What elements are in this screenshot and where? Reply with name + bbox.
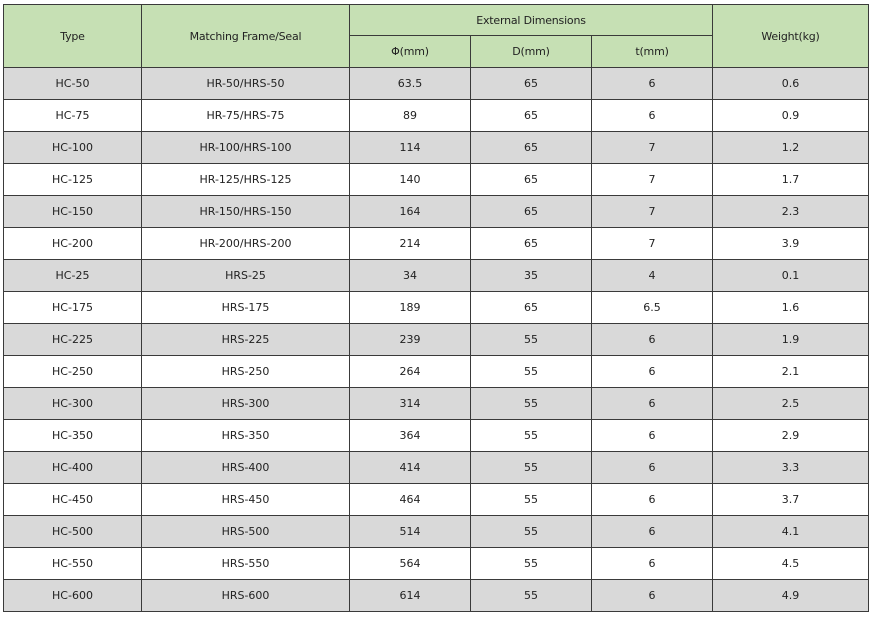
- cell-weight: 3.3: [713, 452, 869, 484]
- table-row: [4, 516, 869, 548]
- table-row: [4, 356, 869, 388]
- table-row: [4, 228, 869, 260]
- cell-d: 55: [471, 452, 592, 484]
- spec-table: [3, 4, 869, 612]
- cell-type: HC-125: [4, 164, 142, 196]
- cell-t: 7: [592, 196, 713, 228]
- cell-t: 6: [592, 100, 713, 132]
- cell-matching-frame-seal: HR-75/HRS-75: [142, 100, 350, 132]
- cell-phi: 614: [350, 580, 471, 612]
- cell-weight: 2.9: [713, 420, 869, 452]
- cell-matching-frame-seal: HRS-225: [142, 324, 350, 356]
- header-type: Type: [4, 5, 142, 68]
- cell-type: HC-225: [4, 324, 142, 356]
- cell-d: 65: [471, 68, 592, 100]
- cell-phi: 264: [350, 356, 471, 388]
- cell-type: HC-75: [4, 100, 142, 132]
- cell-weight: 2.1: [713, 356, 869, 388]
- cell-matching-frame-seal: HR-50/HRS-50: [142, 68, 350, 100]
- cell-d: 55: [471, 324, 592, 356]
- cell-matching-frame-seal: HRS-350: [142, 420, 350, 452]
- cell-weight: 1.7: [713, 164, 869, 196]
- cell-matching-frame-seal: HRS-175: [142, 292, 350, 324]
- cell-type: HC-350: [4, 420, 142, 452]
- cell-weight: 4.1: [713, 516, 869, 548]
- table-row: [4, 548, 869, 580]
- cell-t: 6: [592, 516, 713, 548]
- cell-t: 6.5: [592, 292, 713, 324]
- cell-t: 6: [592, 420, 713, 452]
- cell-weight: 1.9: [713, 324, 869, 356]
- table-row: [4, 324, 869, 356]
- cell-matching-frame-seal: HRS-400: [142, 452, 350, 484]
- cell-d: 65: [471, 196, 592, 228]
- table-row: [4, 484, 869, 516]
- cell-matching-frame-seal: HRS-550: [142, 548, 350, 580]
- cell-type: HC-200: [4, 228, 142, 260]
- cell-matching-frame-seal: HR-200/HRS-200: [142, 228, 350, 260]
- cell-d: 65: [471, 100, 592, 132]
- cell-phi: 464: [350, 484, 471, 516]
- header-weight: Weight(kg): [713, 5, 869, 68]
- cell-t: 6: [592, 324, 713, 356]
- cell-phi: 164: [350, 196, 471, 228]
- cell-t: 7: [592, 164, 713, 196]
- cell-phi: 189: [350, 292, 471, 324]
- table-row: [4, 132, 869, 164]
- table-row: [4, 420, 869, 452]
- cell-d: 55: [471, 580, 592, 612]
- cell-matching-frame-seal: HRS-250: [142, 356, 350, 388]
- cell-type: HC-450: [4, 484, 142, 516]
- cell-type: HC-550: [4, 548, 142, 580]
- cell-phi: 89: [350, 100, 471, 132]
- cell-weight: 1.6: [713, 292, 869, 324]
- cell-phi: 414: [350, 452, 471, 484]
- cell-matching-frame-seal: HR-100/HRS-100: [142, 132, 350, 164]
- cell-type: HC-100: [4, 132, 142, 164]
- cell-weight: 2.3: [713, 196, 869, 228]
- header-external-dimensions: External Dimensions: [350, 5, 713, 36]
- cell-d: 65: [471, 132, 592, 164]
- cell-type: HC-500: [4, 516, 142, 548]
- cell-t: 6: [592, 548, 713, 580]
- cell-d: 55: [471, 388, 592, 420]
- table-row: [4, 292, 869, 324]
- cell-matching-frame-seal: HRS-500: [142, 516, 350, 548]
- cell-t: 6: [592, 484, 713, 516]
- table-row: [4, 164, 869, 196]
- cell-matching-frame-seal: HR-150/HRS-150: [142, 196, 350, 228]
- cell-phi: 63.5: [350, 68, 471, 100]
- table-body: [4, 68, 869, 612]
- cell-phi: 364: [350, 420, 471, 452]
- cell-weight: 3.9: [713, 228, 869, 260]
- cell-d: 55: [471, 484, 592, 516]
- cell-t: 6: [592, 68, 713, 100]
- cell-d: 55: [471, 548, 592, 580]
- cell-weight: 4.5: [713, 548, 869, 580]
- table-row: [4, 68, 869, 100]
- cell-phi: 314: [350, 388, 471, 420]
- cell-type: HC-300: [4, 388, 142, 420]
- cell-type: HC-25: [4, 260, 142, 292]
- cell-t: 7: [592, 228, 713, 260]
- table-header: [4, 5, 869, 68]
- cell-weight: 0.1: [713, 260, 869, 292]
- cell-type: HC-600: [4, 580, 142, 612]
- cell-t: 6: [592, 452, 713, 484]
- cell-d: 55: [471, 356, 592, 388]
- cell-weight: 2.5: [713, 388, 869, 420]
- cell-t: 7: [592, 132, 713, 164]
- cell-phi: 34: [350, 260, 471, 292]
- header-phi: Φ(mm): [350, 36, 471, 68]
- header-d: D(mm): [471, 36, 592, 68]
- cell-type: HC-175: [4, 292, 142, 324]
- table-row: [4, 196, 869, 228]
- table-row: [4, 452, 869, 484]
- cell-d: 35: [471, 260, 592, 292]
- table-row: [4, 388, 869, 420]
- cell-matching-frame-seal: HRS-25: [142, 260, 350, 292]
- cell-type: HC-400: [4, 452, 142, 484]
- cell-phi: 239: [350, 324, 471, 356]
- cell-weight: 4.9: [713, 580, 869, 612]
- cell-weight: 1.2: [713, 132, 869, 164]
- cell-weight: 3.7: [713, 484, 869, 516]
- cell-matching-frame-seal: HRS-600: [142, 580, 350, 612]
- cell-d: 55: [471, 420, 592, 452]
- cell-d: 65: [471, 228, 592, 260]
- cell-type: HC-250: [4, 356, 142, 388]
- cell-phi: 514: [350, 516, 471, 548]
- table-row: [4, 260, 869, 292]
- cell-weight: 0.6: [713, 68, 869, 100]
- cell-d: 65: [471, 164, 592, 196]
- cell-t: 6: [592, 356, 713, 388]
- header-t: t(mm): [592, 36, 713, 68]
- cell-t: 6: [592, 580, 713, 612]
- cell-weight: 0.9: [713, 100, 869, 132]
- cell-d: 65: [471, 292, 592, 324]
- cell-phi: 564: [350, 548, 471, 580]
- cell-matching-frame-seal: HRS-450: [142, 484, 350, 516]
- cell-phi: 140: [350, 164, 471, 196]
- table-row: [4, 100, 869, 132]
- cell-t: 6: [592, 388, 713, 420]
- cell-matching-frame-seal: HRS-300: [142, 388, 350, 420]
- cell-d: 55: [471, 516, 592, 548]
- cell-type: HC-150: [4, 196, 142, 228]
- cell-t: 4: [592, 260, 713, 292]
- table-row: [4, 580, 869, 612]
- cell-phi: 214: [350, 228, 471, 260]
- cell-phi: 114: [350, 132, 471, 164]
- cell-type: HC-50: [4, 68, 142, 100]
- cell-matching-frame-seal: HR-125/HRS-125: [142, 164, 350, 196]
- header-matching-frame-seal: Matching Frame/Seal: [142, 5, 350, 68]
